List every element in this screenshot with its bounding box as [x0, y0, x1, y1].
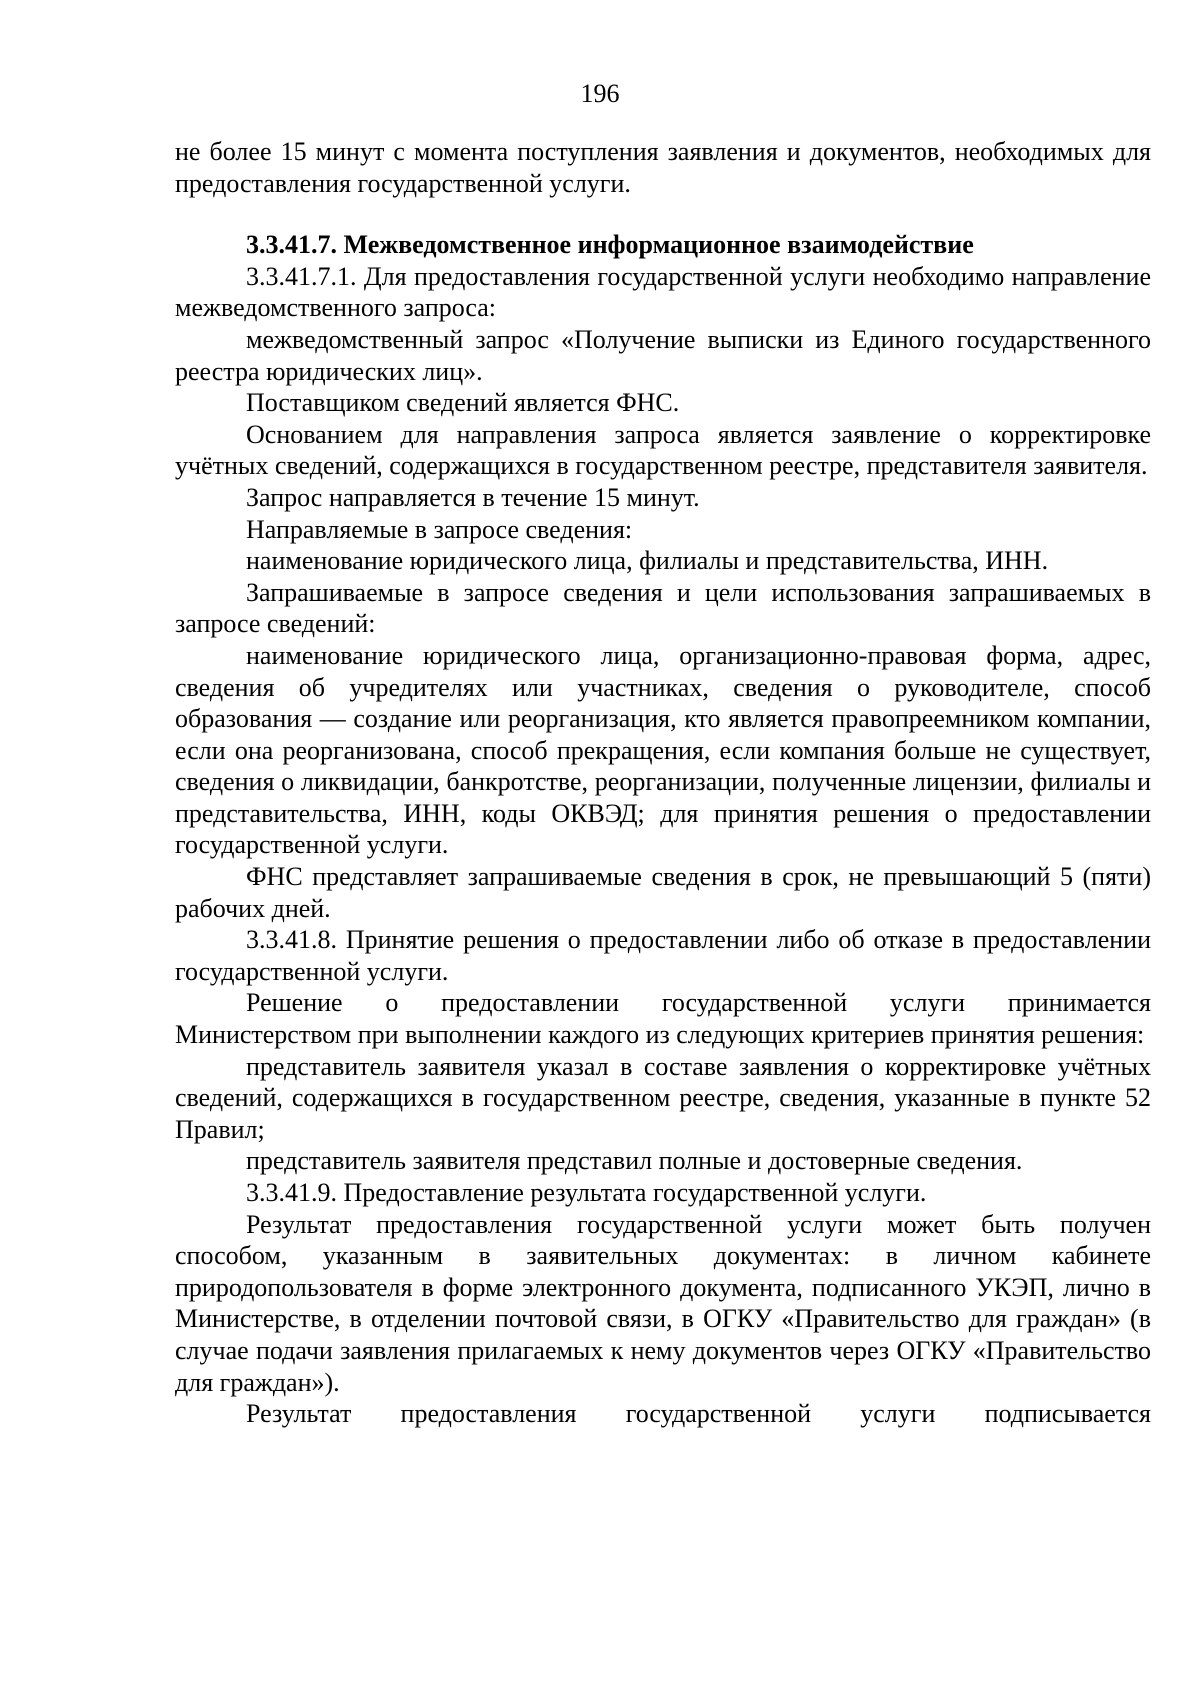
paragraph: Результат предоставления государственной услуги может быть получен способом, указанным в заявительных документах: в личном кабинете природопользователя в форме электронного документа, подписанного УКЭП, лично в Министерстве, в отделении почтовой связи, в ОГКУ «Правительство для граждан» (в случае подачи заявления прилагаемых к нему документов через ОГКУ «Правительство для граждан»).	[175, 1209, 1151, 1397]
paragraph-continuation: не более 15 минут с момента поступления заявления и документов, необходимых для предоставления государственной услуги.	[175, 137, 1151, 198]
document-body	[175, 136, 1151, 1430]
paragraph: Направляемые в запросе сведения:	[246, 514, 633, 544]
paragraph: представитель заявителя представил полные и достоверные сведения.	[246, 1146, 1023, 1176]
paragraph: Основанием для направления запроса является заявление о корректировке учётных сведений, содержащихся в государственном реестре, представителя заявителя.	[175, 419, 1151, 481]
paragraph: 3.3.41.9. Предоставление результата государственной услуги.	[246, 1178, 927, 1207]
paragraph-continues-next-page: Результат предоставления государственной услуги подписывается	[246, 1399, 1151, 1429]
paragraph: межведомственный запрос «Получение выписки из Единого государственного реестра юридических лиц».	[175, 324, 1151, 386]
paragraph: наименование юридического лица, филиалы и представительства, ИНН.	[246, 546, 1049, 576]
paragraph: представитель заявителя указал в составе заявления о корректировке учётных сведений, содержащихся в государственном реестре, сведения, указанные в пункте 52 Правил;	[175, 1051, 1151, 1144]
page-number: 196	[580, 79, 620, 108]
paragraph: Запрос направляется в течение 15 минут.	[246, 482, 700, 512]
paragraph: 3.3.41.8. Принятие решения о предоставлении либо об отказе в предоставлении государственной услуги.	[175, 925, 1151, 986]
paragraph: наименование юридического лица, организационно-правовая форма, адрес, сведения об учредителях или участниках, сведения о руководителе, способ образования — создание или реорганизация, кто является правопреемником компании, если она реорганизована, способ прекращения, если компания больше не существует, сведения о ликвидации, банкротстве, реорганизации, полученные лицензии, филиалы и представительства, ИНН, коды ОКВЭД; для принятия решения о предоставлении государственной услуги.	[175, 640, 1151, 860]
paragraph: Запрашиваемые в запросе сведения и цели использования запрашиваемых в запросе сведений:	[175, 577, 1151, 639]
paragraph: Поставщиком сведений является ФНС.	[246, 388, 680, 418]
paragraph: 3.3.41.7.1. Для предоставления государственной услуги необходимо направление межведомственного запроса:	[175, 261, 1151, 323]
paragraph: ФНС представляет запрашиваемые сведения в срок, не превышающий 5 (пяти) рабочих дней.	[175, 862, 1151, 923]
section-heading: 3.3.41.7. Межведомственное информационное взаимодействие	[246, 230, 974, 260]
paragraph: Решение о предоставлении государственной услуги принимается Министерством при выполнении каждого из следующих критериев принятия решения:	[175, 988, 1151, 1050]
